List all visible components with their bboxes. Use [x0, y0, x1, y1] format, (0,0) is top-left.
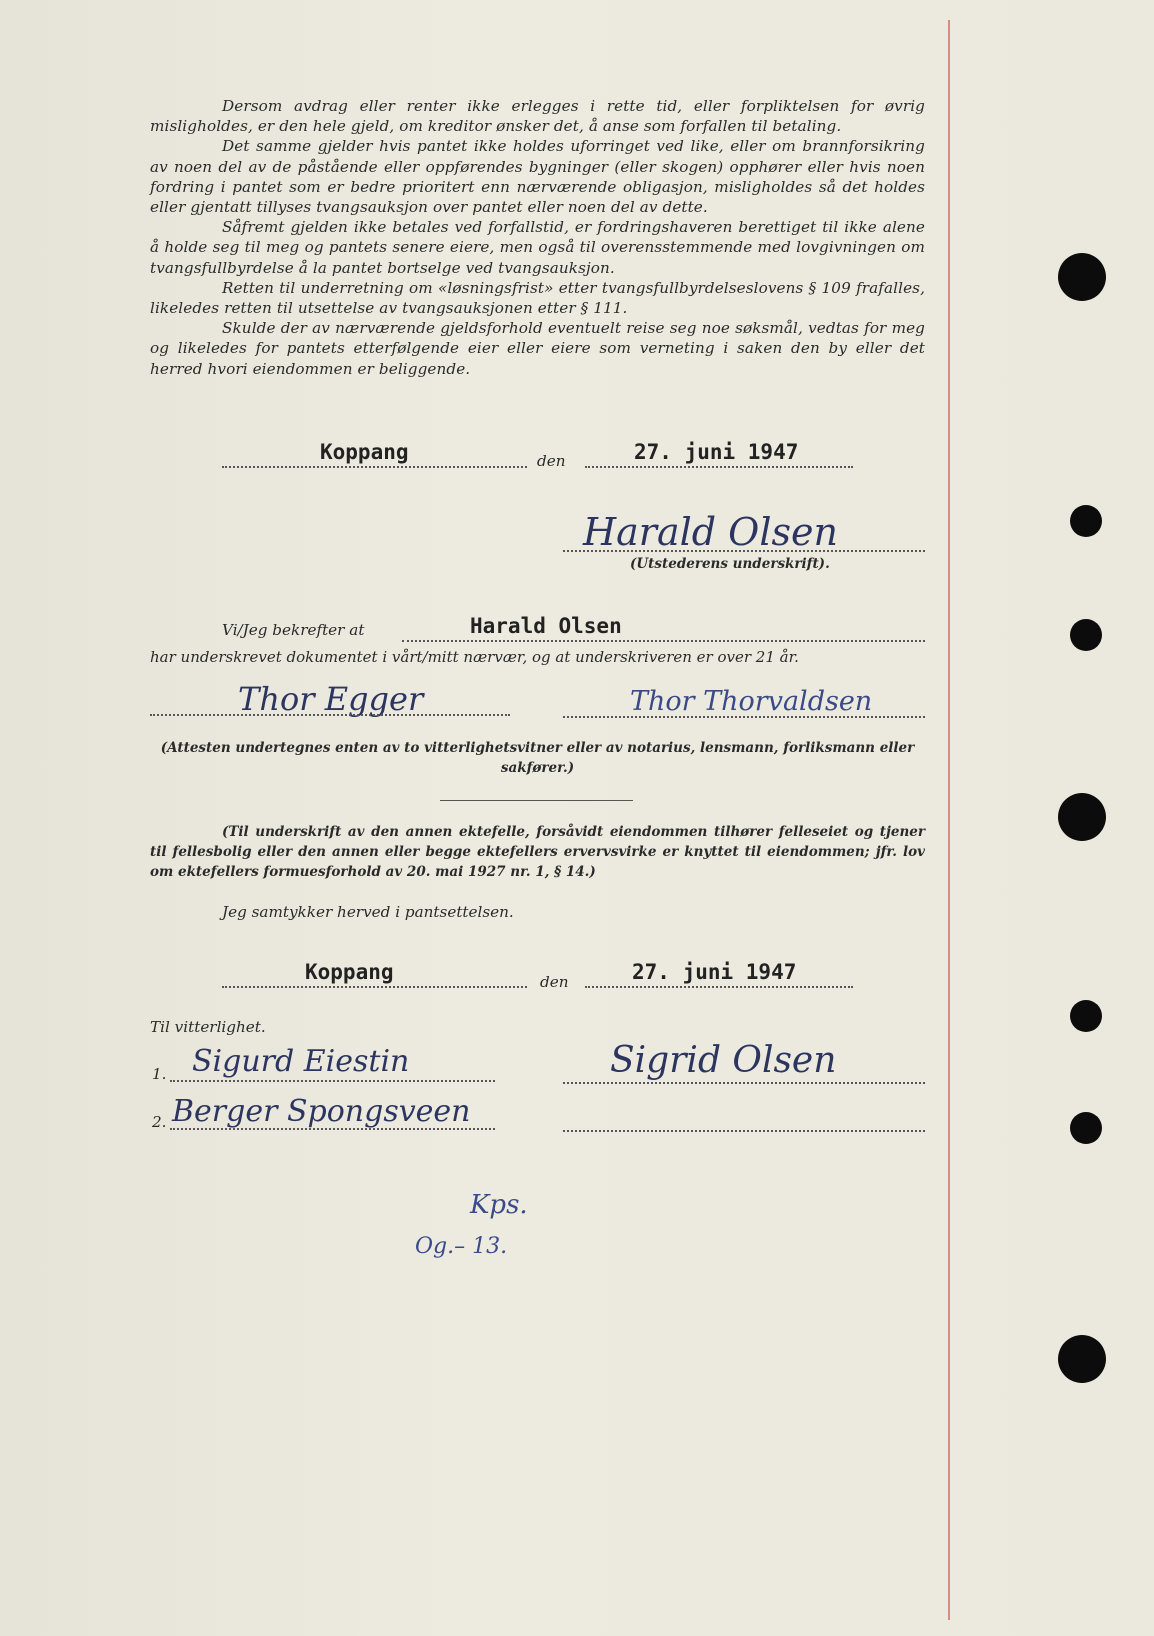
issuer-signature-line — [563, 550, 925, 552]
terms-paragraph-2: Det samme gjelder hvis pantet ikke holdes uforringet ved like, eller om brannforsikring av noen del av de påstående eller oppførendes bygninger (eller skogen) opphører eller hvis noen fordring i pantet som er bedre prioritert enn nærværende obligasjon, misligholdes så det holdes eller gjentatt tillyses tvangsauksjon over pantet eller noen del av dette. — [150, 137, 925, 217]
issuer-caption: (Utstederens underskrift). — [630, 556, 830, 572]
spouse-signature-line — [563, 1082, 925, 1084]
spouse-signature: Sigrid Olsen — [610, 1040, 837, 1081]
confirm-prefix: Vi/Jeg bekrefter at — [222, 621, 365, 639]
confirm-name-line — [402, 640, 925, 642]
place-1: Koppang — [320, 440, 409, 464]
attest-note — [150, 738, 925, 778]
issuer-signature: Harald Olsen — [583, 510, 838, 554]
place-1-line — [222, 466, 527, 468]
spouse-note — [150, 822, 925, 882]
separator-line — [440, 800, 633, 801]
date-2: 27. juni 1947 — [632, 960, 797, 984]
witness-signature-1: Thor Egger — [238, 680, 424, 718]
vitne-line-2 — [170, 1128, 495, 1130]
vitne-signature-2: Berger Spongsveen — [172, 1094, 471, 1129]
til-vitterlighet: Til vitterlighet. — [150, 1018, 266, 1036]
terms-paragraph-1: Dersom avdrag eller renter ikke erlegges i rette tid, eller forpliktelsen for øvrig misligholdes, er den hele gjeld, om kreditor ønsker det, å anse som forfallen til betaling. — [150, 97, 925, 136]
den-label-2: den — [540, 973, 569, 991]
date-1-line — [585, 466, 853, 468]
confirm-name: Harald Olsen — [470, 614, 622, 638]
terms-paragraph-3: Såfremt gjelden ikke betales ved forfallstid, er fordringshaveren berettiget til ikke alene å holde seg til meg og pantets senere eiere, men også til overensstemmende med lovgivningen om tvangsfullbyrdelse å la pantet bortselge ved tvangsauksjon. — [150, 218, 925, 277]
punch-hole — [1058, 793, 1106, 841]
attest-note-text: (Attesten undertegnes enten av to vitterlighetsvitner eller av notarius, lensmann, forliksmann eller sakfører.) — [160, 740, 915, 776]
witness-line-2 — [563, 716, 925, 718]
witness-number-1: 1. — [152, 1065, 167, 1083]
spouse-note-text: (Til underskrift av den annen ektefelle, forsåvidt eiendommen tilhører felleseiet og tjener til fellesbolig eller den annen eller begge ektefellers ervervsvirke er knyttet til eiendommen; jfr. lov om ektefellers formuesforhold av 20. mai 1927 nr. 1, § 14.) — [150, 824, 925, 880]
terms-text — [150, 96, 925, 379]
punch-hole — [1070, 619, 1102, 651]
extra-signature-line — [563, 1130, 925, 1132]
punch-hole — [1070, 1000, 1102, 1032]
place-2: Koppang — [305, 960, 394, 984]
terms-paragraph-5: Skulde der av nærværende gjeldsforhold eventuelt reise seg noe søksmål, vedtas for meg og likeledes for pantets etterfølgende eier eller eiere som verneting i saken den by eller det herred hvori eiendommen er beliggende. — [150, 319, 925, 378]
punch-hole — [1070, 505, 1102, 537]
place-2-line — [222, 986, 527, 988]
confirm-text: har underskrevet dokumentet i vårt/mitt nærvær, og at underskriveren er over 21 år. — [150, 648, 799, 666]
den-label-1: den — [537, 452, 566, 470]
witness-signature-2: Thor Thorvaldsen — [630, 686, 873, 717]
vitne-signature-1: Sigurd Eiestin — [192, 1044, 410, 1079]
punch-hole — [1070, 1112, 1102, 1144]
date-2-line — [585, 986, 853, 988]
note-code: Og.– 13. — [415, 1234, 508, 1259]
witness-number-2: 2. — [152, 1113, 167, 1131]
witness-line-1 — [150, 714, 510, 716]
terms-paragraph-4: Retten til underretning om «løsningsfrist» etter tvangsfullbyrdelseslovens § 109 frafalles, likeledes retten til utsettelse av tvangsauksjonen etter § 111. — [150, 278, 925, 318]
consent-text: Jeg samtykker herved i pantsettelsen. — [222, 903, 514, 921]
margin-rule — [948, 20, 950, 1620]
punch-hole — [1058, 1335, 1106, 1383]
punch-hole — [1058, 253, 1106, 301]
date-1: 27. juni 1947 — [634, 440, 799, 464]
note-kps: Kps. — [470, 1190, 528, 1220]
vitne-line-1 — [170, 1080, 495, 1082]
